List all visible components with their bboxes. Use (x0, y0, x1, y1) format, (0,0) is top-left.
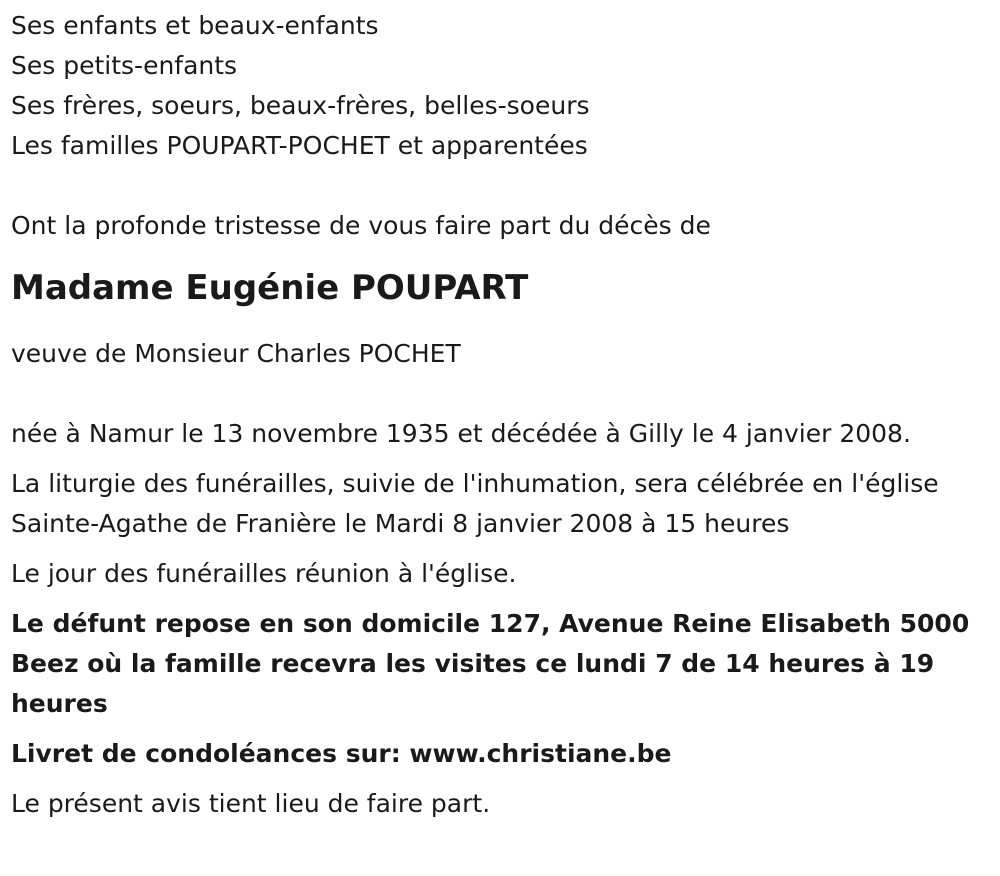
spacer (11, 454, 1000, 464)
deceased-name: Madame Eugénie POUPART (11, 268, 529, 308)
meeting-text: Le jour des funérailles réunion à l'église. (11, 559, 517, 588)
family-line-children: Ses enfants et beaux-enfants (11, 11, 379, 40)
closing-text: Le présent avis tient lieu de faire part. (11, 789, 491, 818)
announcement-text: Ont la profonde tristesse de vous faire part du décès de (11, 211, 711, 240)
spacer (11, 774, 1000, 784)
liturgy-text-line-1: La liturgie des funérailles, suivie de l'inhumation, sera célébrée en l'église (11, 469, 939, 498)
spacer (11, 308, 1000, 334)
repose-text-line-2: Beez où la famille recevra les visites ce lundi 7 de 14 heures à 19 (11, 649, 935, 678)
repose-text-line-3: heures (11, 689, 108, 718)
family-line-families: Les familles POUPART-POCHET et apparentées (11, 131, 588, 160)
liturgy-text-line-2: Sainte-Agathe de Franière le Mardi 8 janvier 2008 à 15 heures (11, 509, 790, 538)
condolences-text: Livret de condoléances sur: www.christiane.be (11, 739, 672, 768)
spacer (11, 374, 1000, 414)
birth-death-text: née à Namur le 13 novembre 1935 et décédée à Gilly le 4 janvier 2008. (11, 419, 911, 448)
repose-text-line-1: Le défunt repose en son domicile 127, Avenue Reine Elisabeth 5000 (11, 609, 970, 638)
family-line-grandchildren: Ses petits-enfants (11, 51, 238, 80)
spacer (11, 544, 1000, 554)
spacer (11, 594, 1000, 604)
widow-of-text: veuve de Monsieur Charles POCHET (11, 339, 461, 368)
family-line-siblings: Ses frères, soeurs, beaux-frères, belles-soeurs (11, 91, 590, 120)
spacer (11, 166, 1000, 206)
spacer (11, 724, 1000, 734)
